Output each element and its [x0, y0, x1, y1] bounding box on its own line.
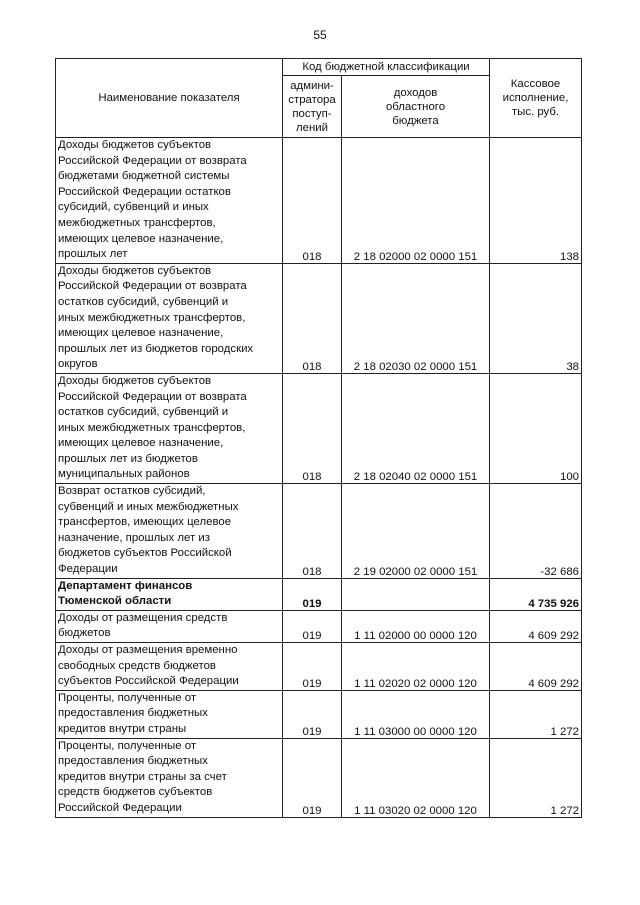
- row-name-cell: Возврат остатков субсидий, субвенций и иных межбюджетных трансфертов, имеющих целевое назначение, прошлых лет из бюджетов субъектов Российской Федерации: [56, 484, 283, 579]
- header-admin: [283, 76, 342, 138]
- row-kbk-code-cell: 2 18 02040 02 0000 151: [342, 373, 490, 483]
- table-header: [56, 59, 582, 138]
- table-row: [56, 578, 582, 610]
- header-execution-label: Кассовое исполнение, тыс. руб.: [502, 78, 569, 118]
- row-name-cell: Доходы от размещения средств бюджетов: [56, 610, 283, 642]
- header-code-group-label: Код бюджетной классификации: [302, 61, 470, 73]
- row-admin-code-cell: 018: [283, 373, 342, 483]
- header-name: [56, 59, 283, 138]
- row-name-cell: Доходы бюджетов субъектов Российской Федерации от возврата остатков субсидий, субвенций и иных межбюджетных трансфертов, имеющих целевое назначение, прошлых лет из бюджетов городских округов: [56, 263, 283, 373]
- row-kbk-code-cell: 2 18 02030 02 0000 151: [342, 263, 490, 373]
- row-amount-cell: 100: [490, 373, 582, 483]
- row-amount-cell: 1 272: [490, 738, 582, 817]
- budget-table: [55, 58, 582, 818]
- row-kbk-code-cell: 1 11 03000 00 0000 120: [342, 690, 490, 738]
- row-kbk-code-cell: 2 19 02000 02 0000 151: [342, 484, 490, 579]
- row-amount-cell: 38: [490, 263, 582, 373]
- row-name-cell: Доходы бюджетов субъектов Российской Федерации от возврата бюджетами бюджетной системы Российской Федерации остатков субсидий, субвенций и иных межбюджетных трансфертов, имеющих целевое назначение, прошлых лет: [56, 138, 283, 264]
- row-kbk-code-cell: 1 11 03020 02 0000 120: [342, 738, 490, 817]
- row-admin-code-cell: 019: [283, 643, 342, 691]
- row-admin-code-cell: 019: [283, 690, 342, 738]
- table-row: [56, 263, 582, 373]
- row-amount-cell: 4 609 292: [490, 643, 582, 691]
- row-name-cell: Доходы от размещения временно свободных средств бюджетов субъектов Российской Федерации: [56, 643, 283, 691]
- table-row: [56, 138, 582, 264]
- row-admin-code-cell: 019: [283, 610, 342, 642]
- table-row: [56, 484, 582, 579]
- row-kbk-code-cell: 1 11 02020 02 0000 120: [342, 643, 490, 691]
- row-kbk-code-cell: 2 18 02000 02 0000 151: [342, 138, 490, 264]
- table-body: [56, 138, 582, 818]
- header-revenue: [342, 76, 490, 138]
- page-number: 55: [313, 28, 327, 42]
- table-row: [56, 738, 582, 817]
- row-amount-cell: 1 272: [490, 690, 582, 738]
- header-revenue-label: доходов областного бюджета: [385, 86, 446, 127]
- table-row: [56, 690, 582, 738]
- row-admin-code-cell: 019: [283, 578, 342, 610]
- header-code-group: [283, 59, 490, 76]
- row-name-cell: Доходы бюджетов субъектов Российской Федерации от возврата остатков субсидий, субвенций и иных межбюджетных трансфертов, имеющих целевое назначение, прошлых лет из бюджетов муниципальных районов: [56, 373, 283, 483]
- row-name-cell: Департамент финансов Тюменской области: [56, 578, 283, 610]
- header-execution: [490, 59, 582, 138]
- row-admin-code-cell: 018: [283, 263, 342, 373]
- row-amount-cell: -32 686: [490, 484, 582, 579]
- row-kbk-code-cell: 1 11 02000 00 0000 120: [342, 610, 490, 642]
- row-admin-code-cell: 018: [283, 484, 342, 579]
- row-kbk-code-cell: [342, 578, 490, 610]
- table-row: [56, 643, 582, 691]
- row-admin-code-cell: 019: [283, 738, 342, 817]
- header-name-label: Наименование показателя: [98, 92, 240, 104]
- row-amount-cell: 4 735 926: [490, 578, 582, 610]
- row-amount-cell: 4 609 292: [490, 610, 582, 642]
- row-name-cell: Проценты, полученные от предоставления бюджетных кредитов внутри страны: [56, 690, 283, 738]
- row-name-cell: Проценты, полученные от предоставления бюджетных кредитов внутри страны за счет средств бюджетов субъектов Российской Федерации: [56, 738, 283, 817]
- row-amount-cell: 138: [490, 138, 582, 264]
- table-row: [56, 373, 582, 483]
- row-admin-code-cell: 018: [283, 138, 342, 264]
- table-row: [56, 610, 582, 642]
- header-admin-label: админи- стратора поступ- лений: [288, 79, 336, 134]
